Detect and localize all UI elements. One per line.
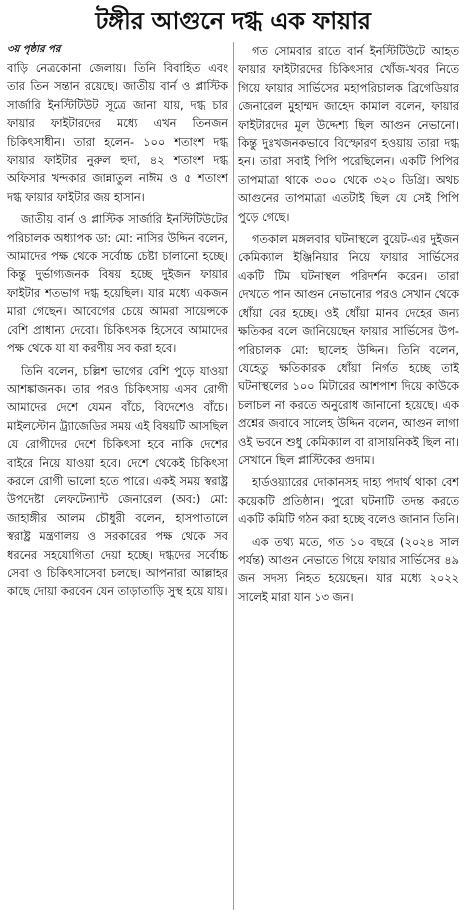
paragraph: হার্ডওয়্যারের দোকানসহ দাহ্য পদার্থ থাকা বেশ কয়েকটি প্রতিষ্ঠান। পুরো ঘটনাটি তদন্ত করতে একটি কমিটি গঠন করা হচ্ছে বলেও জানান তিনি।	[238, 475, 459, 527]
paragraph: বাড়ি নেত্রকোনা জেলায়। তিনি বিবাহিত এবং তার তিন সন্তান রয়েছে। জাতীয় বার্ন ও প্লাস্টিক সার্জারি ইনস্টিটিউট সূত্রে জানা যায়, দগ্ধ চার ফায়ার ফাইটারদের মধ্যে এখন তিনজন চিকিৎসাধীন। তারা হলেন- ১০০ শতাংশ দগ্ধ ফায়ার ফাইটার নুরুল হুদা, ৪২ শতাংশ দগ্ধ অফিসার খন্দকার জান্নাতুল নাঈম ও ৫ শতাংশ দগ্ধ ফায়ার ফাইটার জয় হাসান।	[7, 61, 228, 204]
paragraph: তিনি বলেন, চল্লিশ ভাগের বেশি পুড়ে যাওয়া আশঙ্কাজনক। তার পরও চিকিৎসায় এসব রোগী আমাদের দেশে যেমন বাঁচে, বিদেশেও বাঁচে। মাইলস্টোন ট্র্যাজেডির সময় এই বিষয়টি আসছিল যে রোগীদের দেশে চিকিৎসা হবে নাকি দেশের বাইরে নিয়ে যাওয়া হবে। দেশে থেকেই চিকিৎসা করলে রোগী ভালো হতে পারে। একই সময় স্বরাষ্ট্র উপদেষ্টা লেফটেন্যান্ট জেনারেল (অব:) মো: জাহাঙ্গীর আলম চৌধুরী বলেন, হাসপাতালে স্বরাষ্ট্র মন্ত্রণালয় ও সরকারের পক্ষ থেকে সব ধরনের সহযোগিতা দেয়া হচ্ছে। দগ্ধদের সর্বোচ্চ সেবা ও চিকিৎসাসেবা চলছে। আপনারা আল্লাহর কাছে দোয়া করবেন যেন তাড়াতাড়ি সুস্থ হয়ে যায়।	[7, 363, 228, 599]
paragraph: এক তথ্য মতে, গত ১০ বছরে (২০২৪ সাল পর্যন্ত) আগুন নেভাতে গিয়ে ফায়ার সার্ভিসের ৪৯ জন সদস্য নিহত হয়েছেন। যার মধ্যে ২০২২ সালেই মারা যান ১৩ জন।	[238, 534, 459, 604]
left-column	[7, 42, 228, 910]
paragraph: গতকাল মঙ্গলবার ঘটনাস্থলে বুয়েট-এর দুইজন কেমিক্যাল ইঞ্জিনিয়ার নিয়ে ফায়ার সার্ভিসের একটি টিম ঘটনাস্থল পরিদর্শন করেন। তারা দেখতে পান আগুন নেভানোর পরও সেখান থেকে ধোঁয়া বের হচ্ছে। ওই ধোঁয়া মানব দেহের জন্য ক্ষতিকর বলে জানিয়েছেন ফায়ার সার্ভিসের উপ-পরিচালক মো: ছালেহ উদ্দিন। তিনি বলেন, যেহেতু ক্ষতিকারক ধোঁয়া নির্গত হচ্ছে তাই ঘটনাস্থলের ১০০ মিটারের আশপাশ দিয়ে কাউকে চলাচল না করতে অনুরোধ জানানো হয়েছে। এক প্রশ্নের জবাবে সালেহ উদ্দিন বলেন, আগুন লাগা ওই ভবনে শুধু কেমিক্যাল বা রাসায়নিকই ছিল না। সেখানে ছিল প্লাস্টিকের গুদাম।	[238, 232, 459, 467]
paragraph: জাতীয় বার্ন ও প্লাস্টিক সার্জারি ইনস্টিটিউটের পরিচালক অধ্যাপক ডা: মো: নাসির উদ্দিন বলেন, আমাদের পক্ষ থেকে সর্বোচ্চ চেষ্টা চালানো হচ্ছে। কিন্তু দুর্ভাগ্যজনক বিষয় হচ্ছে দুইজন ফায়ার ফাইটার শতভাগ দগ্ধ হয়েছিল। যার মধ্যে একজন মারা গেছেন। আবেগের চেয়ে আমরা সায়েন্সকে বেশি প্রাধান্য দেবো। চিকিৎসক হিসেবে আমাদের পক্ষ থেকে যা যা করণীয় সব করা হবে।	[7, 212, 228, 356]
paragraph: গত সোমবার রাতে বার্ন ইনস্টিটিউটে আহত ফায়ার ফাইটারদের চিকিৎসার খোঁজ-খবর নিতে গিয়ে ফায়ার সার্ভিসের মহাপরিচালক ব্রিগেডিয়ার জেনারেল মুহাম্মদ জাহেদ কামাল বলেন, ফায়ার ফাইটারদের মূল উদ্দেশ্য ছিল আগুন নেভানো। কিন্তু দুঃখজনকভাবে বিস্ফোরণ হওয়ায় তারা দগ্ধ হন। তারা সবাই পিপি পরেছিলেন। একটি পিপির তাপমাত্রা থাকে ৩০০ থেকে ৩২০ ডিগ্রি। অথচ আগুনের তাপমাত্রা এতটাই ছিল যে সেই পিপি পুড়ে গেছে।	[238, 44, 459, 224]
article-body	[7, 42, 459, 910]
continued-from-label: ৩য় পৃষ্ঠার পর	[7, 44, 61, 55]
right-column	[238, 42, 459, 910]
column-divider	[233, 42, 234, 910]
headline: টঙ্গীর আগুনে দগ্ধ এক ফায়ার	[95, 7, 371, 35]
